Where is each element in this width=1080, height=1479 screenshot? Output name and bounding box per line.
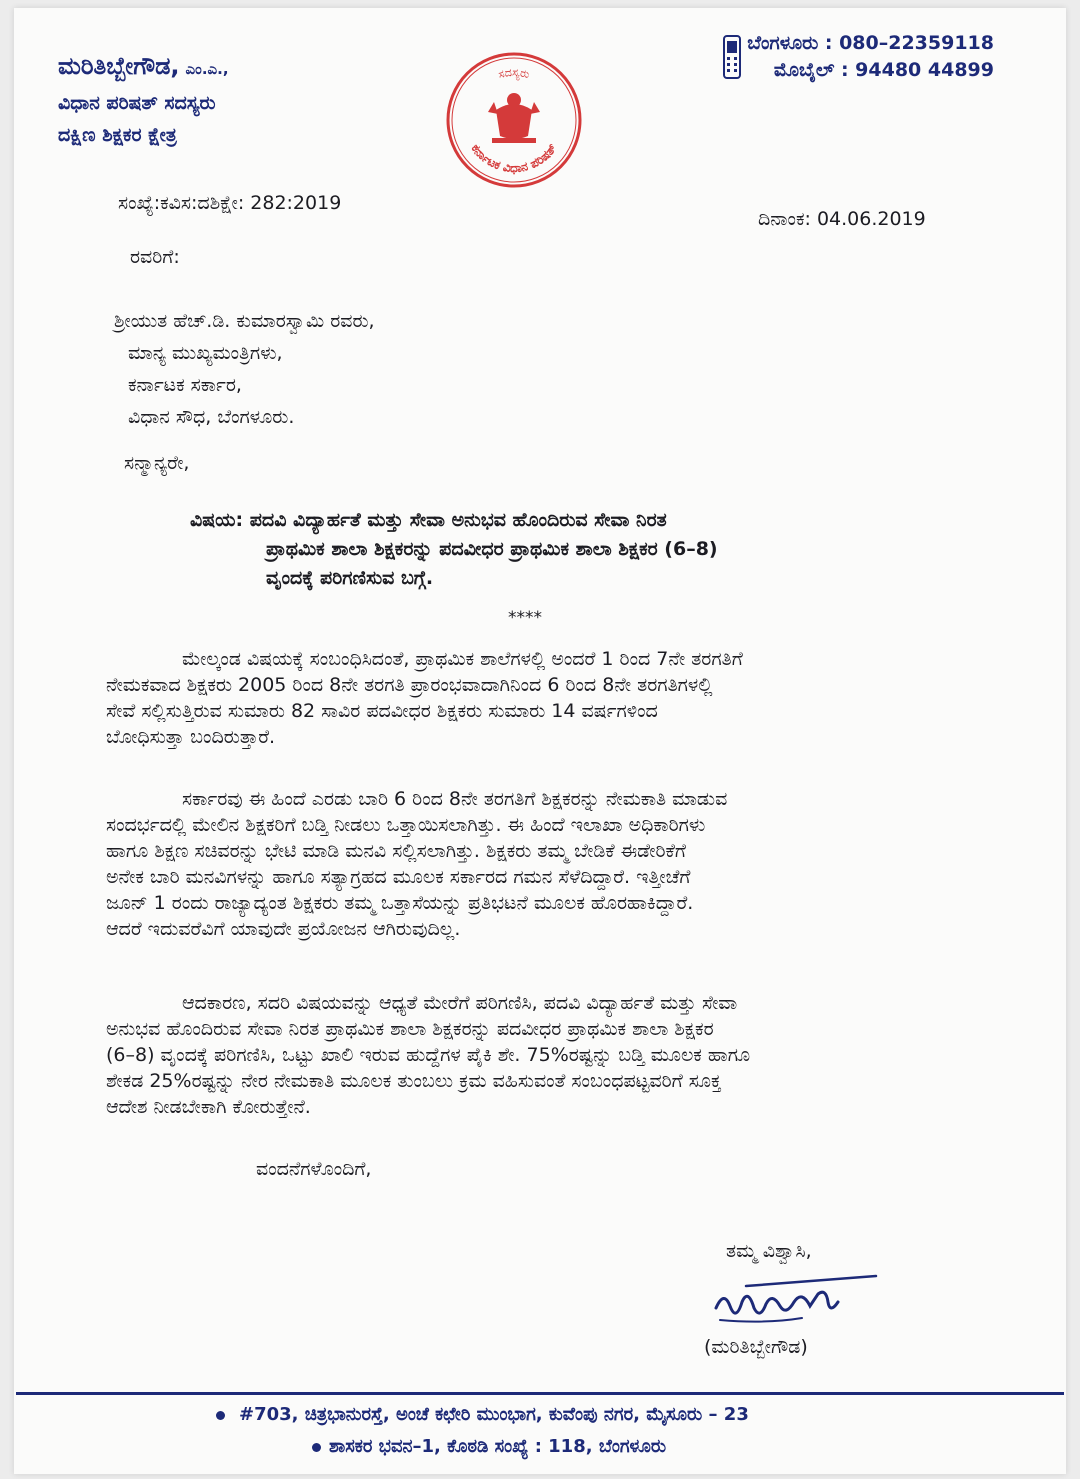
paragraph-line: ಶೇಕಡ 25%ರಷ್ಟನ್ನು ನೇರ ನೇಮಕಾತಿ ಮೂಲಕ ತುಂಬಲು ಕ್ರಮ ವಹಿಸುವಂತೆ ಸಂಬಂಧಪಟ್ಟವರಿಗೆ ಸೂಕ್ತ <box>106 1070 722 1092</box>
paragraph-line: ಜೂನ್ 1 ರಂದು ರಾಜ್ಯಾದ್ಯಂತ ಶಿಕ್ಷಕರು ತಮ್ಮ ಒತ್ತಾಸೆಯನ್ನು ಪ್ರತಿಭಟನೆ ಮೂಲಕ ಹೊರಹಾಕಿದ್ದಾರೆ. <box>106 892 694 914</box>
closing-greeting: ವಂದನೆಗಳೊಂದಿಗೆ, <box>256 1158 372 1180</box>
bullet-icon <box>312 1443 321 1452</box>
paragraph-line: ಸೇವೆ ಸಲ್ಲಿಸುತ್ತಿರುವ ಸುಮಾರು 82 ಸಾವಿರ ಪದವೀಧರ ಶಿಕ್ಷಕರು ಸುಮಾರು 14 ವರ್ಷಗಳಿಂದ <box>106 700 658 722</box>
reference-number: ಸಂಖ್ಯೆ:ಕವಿಸ:ದಶಿಕ್ಷೇ: 282:2019 <box>118 192 342 214</box>
footer-address-mysuru: #703, ಚಿತ್ರಭಾನುರಸ್ತೆ, ಅಂಚೆ ಕಛೇರಿ ಮುಂಭಾಗ, ಕುವೆಂಪು ನಗರ, ಮೈಸೂರು – 23 <box>216 1404 749 1425</box>
paragraph-line: ಸರ್ಕಾರವು ಈ ಹಿಂದೆ ಎರಡು ಬಾರಿ 6 ರಿಂದ 8ನೇ ತರಗತಿಗೆ ಶಿಕ್ಷಕರನ್ನು ನೇಮಕಾತಿ ಮಾಡುವ <box>182 788 728 810</box>
paragraph-line: ನೇಮಕವಾದ ಶಿಕ್ಷಕರು 2005 ರಿಂದ 8ನೇ ತರಗತಿ ಪ್ರಾರಂಭವಾದಾಗಿನಿಂದ 6 ರಿಂದ 8ನೇ ತರಗತಿಗಳಲ್ಲಿ <box>106 674 713 696</box>
bullet-icon <box>216 1411 225 1420</box>
sender-degree: ಎಂ.ಎ., <box>185 60 229 78</box>
subject-block <box>190 506 850 593</box>
paragraph-line: ಸಂದರ್ಭದಲ್ಲಿ ಮೇಲಿನ ಶಿಕ್ಷಕರಿಗೆ ಬಡ್ತಿ ನೀಡಲು ಒತ್ತಾಯಿಸಲಾಗಿತ್ತು. ಈ ಹಿಂದೆ ಇಲಾಖಾ ಅಧಿಕಾರಿಗಳು <box>106 814 706 836</box>
subject-line: ಪ್ರಾಥಮಿಕ ಶಾಲಾ ಶಿಕ್ಷಕರನ್ನು ಪದವೀಧರ ಪ್ರಾಥಮಿಕ ಶಾಲಾ ಶಿಕ್ಷಕರ (6–8) <box>266 538 718 560</box>
paragraph-line: ಹಾಗೂ ಶಿಕ್ಷಣ ಸಚಿವರನ್ನು ಭೇಟಿ ಮಾಡಿ ಮನವಿ ಸಲ್ಲಿಸಲಾಗಿತ್ತು. ಶಿಕ್ಷಕರು ತಮ್ಮ ಬೇಡಿಕೆ ಈಡೇರಿಕೆಗೆ <box>106 840 686 862</box>
paragraph-line: ಮೇಲ್ಕಂಡ ವಿಷಯಕ್ಕೆ ಸಂಬಂಧಿಸಿದಂತೆ, ಪ್ರಾಥಮಿಕ ಶಾಲೆಗಳಲ್ಲಿ ಅಂದರೆ 1 ರಿಂದ 7ನೇ ತರಗತಿಗೆ <box>182 648 743 670</box>
body-paragraph-3 <box>106 990 928 1120</box>
footer-divider <box>16 1392 1064 1395</box>
paragraph-line: (6–8) ವೃಂದಕ್ಕೆ ಪರಿಗಣಿಸಿ, ಒಟ್ಟು ಖಾಲಿ ಇರುವ ಹುದ್ದೆಗಳ ಪೈಕಿ ಶೇ. 75%ರಷ್ಟನ್ನು ಬಡ್ತಿ ಮೂಲಕ ಹಾಗೂ <box>106 1044 751 1066</box>
seal-bottom-text: ಕರ್ನಾಟಕ ವಿಧಾನ ಪರಿಷತ್ <box>468 141 560 176</box>
letter-date: ದಿನಾಂಕ: 04.06.2019 <box>758 208 926 230</box>
legislative-council-seal <box>444 50 584 190</box>
recipient-line: ವಿಧಾನ ಸೌಧ, ಬೆಂಗಳೂರು. <box>128 406 295 428</box>
svg-text:ಕರ್ನಾಟಕ ವಿಧಾನ ಪರಿಷತ್ <box>469 141 560 176</box>
sender-designation: ವಿಧಾನ ಪರಿಷತ್ ಸದಸ್ಯರು <box>58 92 216 114</box>
separator: **** <box>508 608 542 628</box>
footer-address-bengaluru: ಶಾಸಕರ ಭವನ–1, ಕೊಠಡಿ ಸಂಖ್ಯೆ : 118, ಬೆಂಗಳೂರು <box>312 1436 666 1457</box>
mobile-phone-icon <box>722 34 742 80</box>
landline-number: ಬೆಂಗಳೂರು : 080–22359118 <box>747 32 994 54</box>
recipient-line: ಕರ್ನಾಟಕ ಸರ್ಕಾರ, <box>128 374 242 396</box>
signatory-name: (ಮರಿತಿಬ್ಬೇಗೌಡ) <box>704 1336 808 1358</box>
paragraph-line: ಆದರೆ ಇದುವರೆವಿಗೆ ಯಾವುದೇ ಪ್ರಯೋಜನ ಆಗಿರುವುದಿಲ್ಲ. <box>106 918 461 940</box>
paragraph-line: ಅನುಭವ ಹೊಂದಿರುವ ಸೇವಾ ನಿರತ ಪ್ರಾಥಮಿಕ ಶಾಲಾ ಶಿಕ್ಷಕರನ್ನು ಪದವೀಧರ ಪ್ರಾಥಮಿಕ ಶಾಲಾ ಶಿಕ್ಷಕರ <box>106 1018 714 1040</box>
recipient-line: ಶ್ರೀಯುತ ಹೆಚ್.ಡಿ. ಕುಮಾರಸ್ವಾಮಿ ರವರು, <box>114 310 375 332</box>
seal-top-text: ಸದಸ್ಯರು <box>496 65 531 82</box>
svg-text:ಸದಸ್ಯರು <box>497 66 532 81</box>
paragraph-line: ಅನೇಕ ಬಾರಿ ಮನವಿಗಳನ್ನು ಹಾಗೂ ಸತ್ಯಾಗ್ರಹದ ಮೂಲಕ ಸರ್ಕಾರದ ಗಮನ ಸೆಳೆದಿದ್ದಾರೆ. ಇತ್ತೀಚೆಗೆ <box>106 866 691 888</box>
recipient-line: ಮಾನ್ಯ ಮುಖ್ಯಮಂತ್ರಿಗಳು, <box>128 342 283 364</box>
yours-faithfully: ತಮ್ಮ ವಿಶ್ವಾಸಿ, <box>726 1240 812 1262</box>
emblem-icon <box>488 93 540 143</box>
salutation: ಸನ್ಮಾನ್ಯರೇ, <box>124 452 190 474</box>
mobile-number: ಮೊಬೈಲ್ : 94480 44899 <box>773 59 994 81</box>
paragraph-line: ಆದೇಶ ನೀಡಬೇಕಾಗಿ ಕೋರುತ್ತೇನೆ. <box>106 1096 311 1118</box>
subject-line: ವಿಷಯ: ಪದವಿ ವಿದ್ಯಾರ್ಹತೆ ಮತ್ತು ಸೇವಾ ಅನುಭವ ಹೊಂದಿರುವ ಸೇವಾ ನಿರತ <box>190 509 667 531</box>
sender-constituency: ದಕ್ಷಿಣ ಶಿಕ್ಷಕರ ಕ್ಷೇತ್ರ <box>58 124 177 146</box>
paragraph-line: ಆದಕಾರಣ, ಸದರಿ ವಿಷಯವನ್ನು ಆಧ್ಯತೆ ಮೇರೆಗೆ ಪರಿಗಣಿಸಿ, ಪದವಿ ವಿದ್ಯಾರ್ಹತೆ ಮತ್ತು ಸೇವಾ <box>182 992 738 1014</box>
sender-name: ಮರಿತಿಬ್ಬೇಗೌಡ, ಎಂ.ಎ., <box>58 52 229 80</box>
handwritten-signature <box>706 1268 886 1332</box>
body-paragraph-1 <box>106 646 928 750</box>
subject-line: ವೃಂದಕ್ಕೆ ಪರಿಗಣಿಸುವ ಬಗ್ಗೆ. <box>266 567 434 589</box>
paragraph-line: ಬೋಧಿಸುತ್ತಾ ಬಂದಿರುತ್ತಾರೆ. <box>106 726 276 748</box>
body-paragraph-2 <box>106 786 928 942</box>
to-label: ರವರಿಗೆ: <box>130 246 180 268</box>
